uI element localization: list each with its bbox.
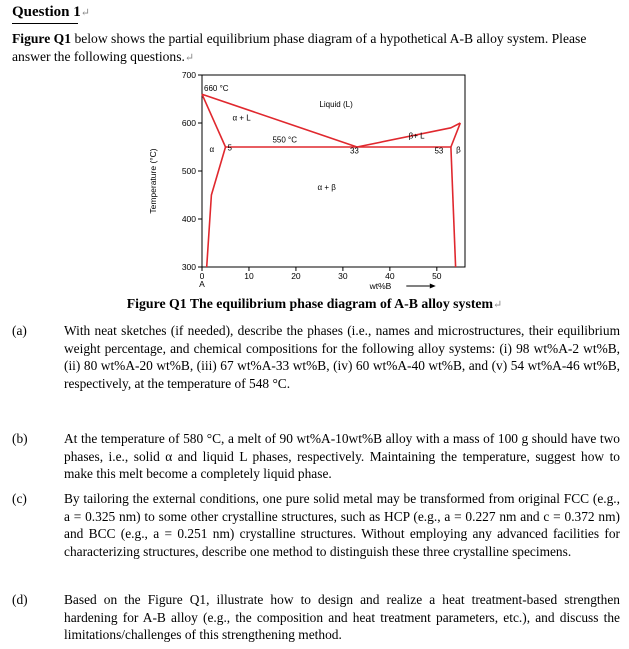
alpha-plus-liquid-label: α + L	[232, 113, 251, 123]
heading-underline	[12, 23, 78, 24]
return-mark: ↵	[80, 7, 90, 19]
x-tick-label: 10	[244, 271, 254, 281]
eutectic-composition-label: 33	[349, 146, 359, 156]
y-tick-label: 600	[181, 118, 196, 128]
intro-paragraph	[12, 30, 620, 67]
y-tick-label: 400	[181, 214, 196, 224]
solvus-beta-line	[451, 147, 456, 267]
y-tick-label: 700	[181, 70, 196, 80]
beta-plus-liquid-label: β+ L	[408, 131, 425, 141]
x-tick-label: 50	[432, 271, 442, 281]
x-axis-label: wt%B	[369, 281, 392, 291]
solvus-alpha-line	[207, 144, 226, 267]
question-c-label: (c)	[12, 491, 27, 506]
y-axis-label: Temperature (°C)	[148, 148, 158, 214]
intro-figure-reference: Figure Q1	[12, 31, 72, 46]
question-title: Question 1	[12, 4, 81, 20]
x-tick-label: 40	[385, 271, 395, 281]
return-mark: ↵	[184, 52, 195, 64]
x-axis-arrow-head	[430, 284, 436, 289]
question-b-text: At the temperature of 580 °C, a melt of 90 wt%A-10wt%B alloy with a mass of 100 g should have two phases, i.e., solid α and liquid L phases, respectively. Maintaining the temperature, suggest how to make this melt become a completely liquid phase.	[64, 431, 620, 482]
question-heading	[12, 4, 90, 21]
eutectic-temperature-label: 550 °C	[272, 135, 297, 145]
question-d-text: Based on the Figure Q1, illustrate how to design and realize a heat treatment-based strengthen hardening for A-B alloy (e.g., the composition and heat treatment parameters, etc.), and discuss the limitations/challenges of this strengthening method.	[64, 592, 620, 643]
caption-text: Figure Q1 The equilibrium phase diagram of A-B alloy system	[126, 296, 494, 311]
question-a-text: With neat sketches (if needed), describe the phases (i.e., names and microstructures, their equilibrium weight percentage, and chemical compositions for the following alloy systems: (i) 98 wt%A-2 wt%B, (ii) 80 wt%A-20 wt%B, (iii) 67 wt%A-33 wt%B, (iv) 60 wt%A-40 wt%B, and (v) 54 wt%A-46 wt%B, respectively, at the temperature of 548 °C.	[64, 323, 620, 391]
beta-region-label: β	[456, 145, 461, 155]
phase-diagram	[140, 68, 480, 296]
figure-caption	[0, 296, 629, 312]
x-tick-label: 0	[199, 271, 205, 281]
question-b-label: (b)	[12, 431, 28, 446]
intro-text: below shows the partial equilibrium phase diagram of a hypothetical A-B alloy system. Please answer the following questions.	[12, 31, 587, 64]
return-mark: ↵	[493, 299, 503, 311]
x-tick-label: 20	[291, 271, 301, 281]
x-start-label: A	[199, 279, 205, 289]
question-d-label: (d)	[12, 592, 28, 607]
y-tick-label: 500	[181, 166, 196, 176]
beta-composition-label: 53	[434, 146, 444, 156]
question-a-label: (a)	[12, 323, 27, 338]
question-c-text: By tailoring the external conditions, one pure solid metal may be transformed from original FCC (e.g., a = 0.325 nm) to some other crystalline structures, such as HCP (e.g., a = 0.227 nm and c = 0.372 nm) and BCC (e.g., a = 0.251 nm) crystalline structures. Without employing any advanced facilities for characterizing structures, describe one method to distinguish these three crystalline specimens.	[64, 491, 620, 559]
y-tick-label: 300	[181, 262, 196, 272]
alpha-composition-label: 5	[227, 143, 232, 153]
x-tick-label: 30	[338, 271, 348, 281]
solidus-alpha-line	[202, 94, 226, 147]
liquid-region-label: Liquid (L)	[319, 99, 353, 109]
melting-point-label: 660 °C	[204, 84, 229, 94]
alpha-plus-beta-label: α + β	[317, 183, 336, 193]
alpha-region-label: α	[209, 144, 215, 154]
